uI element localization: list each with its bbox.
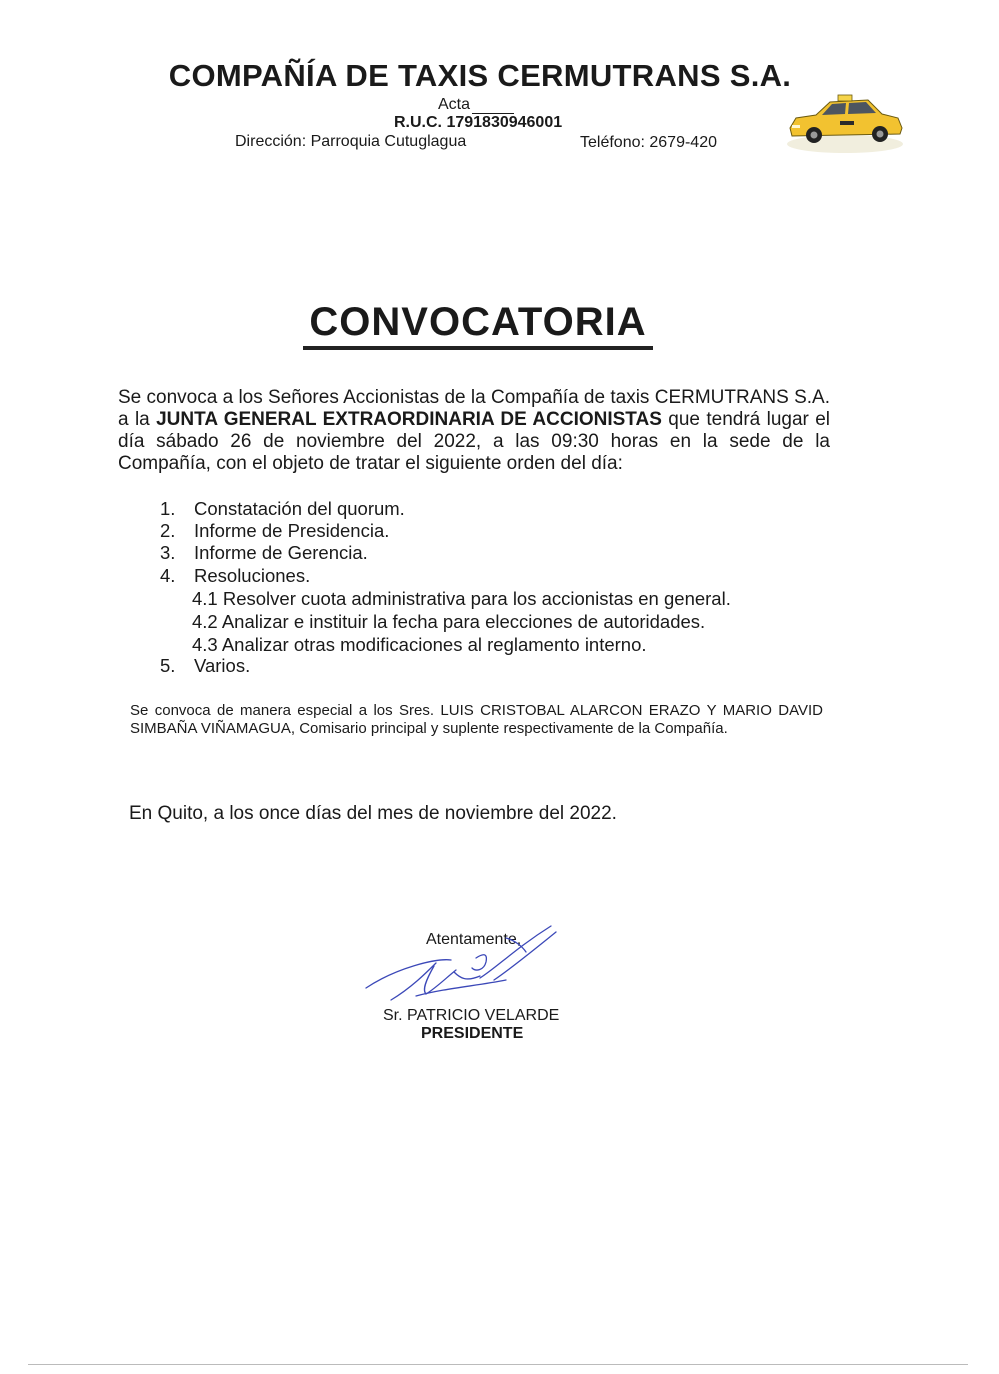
agenda-item-text: Constatación del quorum. (194, 498, 405, 519)
agenda-item-text: Informe de Gerencia. (194, 542, 368, 563)
signer-name: Sr. PATRICIO VELARDE (383, 1007, 560, 1024)
agenda-item-number: 1. (160, 498, 176, 519)
document-title: CONVOCATORIA (309, 300, 647, 344)
agenda-item-text: Resoluciones. (194, 565, 311, 586)
company-name: COMPAÑÍA DE TAXIS CERMUTRANS S.A. (168, 58, 792, 93)
closing-salutation: Atentamente, (426, 931, 522, 948)
intro-text-end: que tendrá lugar el día sábado 26 de noviembre del 2022, a las 09:30 horas en la sede de la Compañía, con el objeto de tratar el siguiente orden del día: (118, 409, 831, 474)
page-bottom-rule (28, 1364, 968, 1365)
agenda-item-text: Varios. (194, 655, 251, 676)
agenda-item-number: 3. (160, 542, 176, 563)
place-and-date: En Quito, a los once días del mes de noviembre del 2022. (129, 803, 617, 824)
intro-paragraph (118, 387, 830, 475)
agenda-item-text: Informe de Presidencia. (194, 520, 390, 541)
title-underline (303, 346, 653, 350)
company-address: Dirección: Parroquia Cutuglagua (235, 133, 467, 150)
intro-text-start: Se convoca a los Señores Accionistas de la Compañía de taxis CERMUTRANS S.A. a la (118, 387, 830, 430)
acta-label: Acta (438, 96, 471, 113)
agenda-item-number: 5. (160, 655, 176, 676)
signer-role: PRESIDENTE (421, 1025, 524, 1042)
agenda-subitem: 4.3 Analizar otras modificaciones al reglamento interno. (192, 634, 647, 655)
acta-blank (472, 99, 514, 114)
handwritten-signature (356, 918, 568, 1018)
company-phone: Teléfono: 2679-420 (580, 134, 717, 151)
ruc-number: R.U.C. 1791830946001 (394, 114, 563, 131)
agenda-item-number: 4. (160, 565, 176, 586)
meeting-type: JUNTA GENERAL EXTRAORDINARIA DE ACCIONISTAS (156, 409, 662, 430)
agenda-item-number: 2. (160, 520, 176, 541)
agenda-subitem: 4.1 Resolver cuota administrativa para los accionistas en general. (192, 588, 731, 609)
agenda-subitem: 4.2 Analizar e instituir la fecha para elecciones de autoridades. (192, 611, 706, 632)
taxi-car-icon (782, 88, 908, 158)
special-notice: Se convoca de manera especial a los Sres. LUIS CRISTOBAL ALARCON ERAZO Y MARIO DAVID SIMBAÑA VIÑAMAGUA, Comisario principal y suplente respectivamente de la Compañía. (130, 702, 823, 737)
acta-line (438, 96, 514, 114)
